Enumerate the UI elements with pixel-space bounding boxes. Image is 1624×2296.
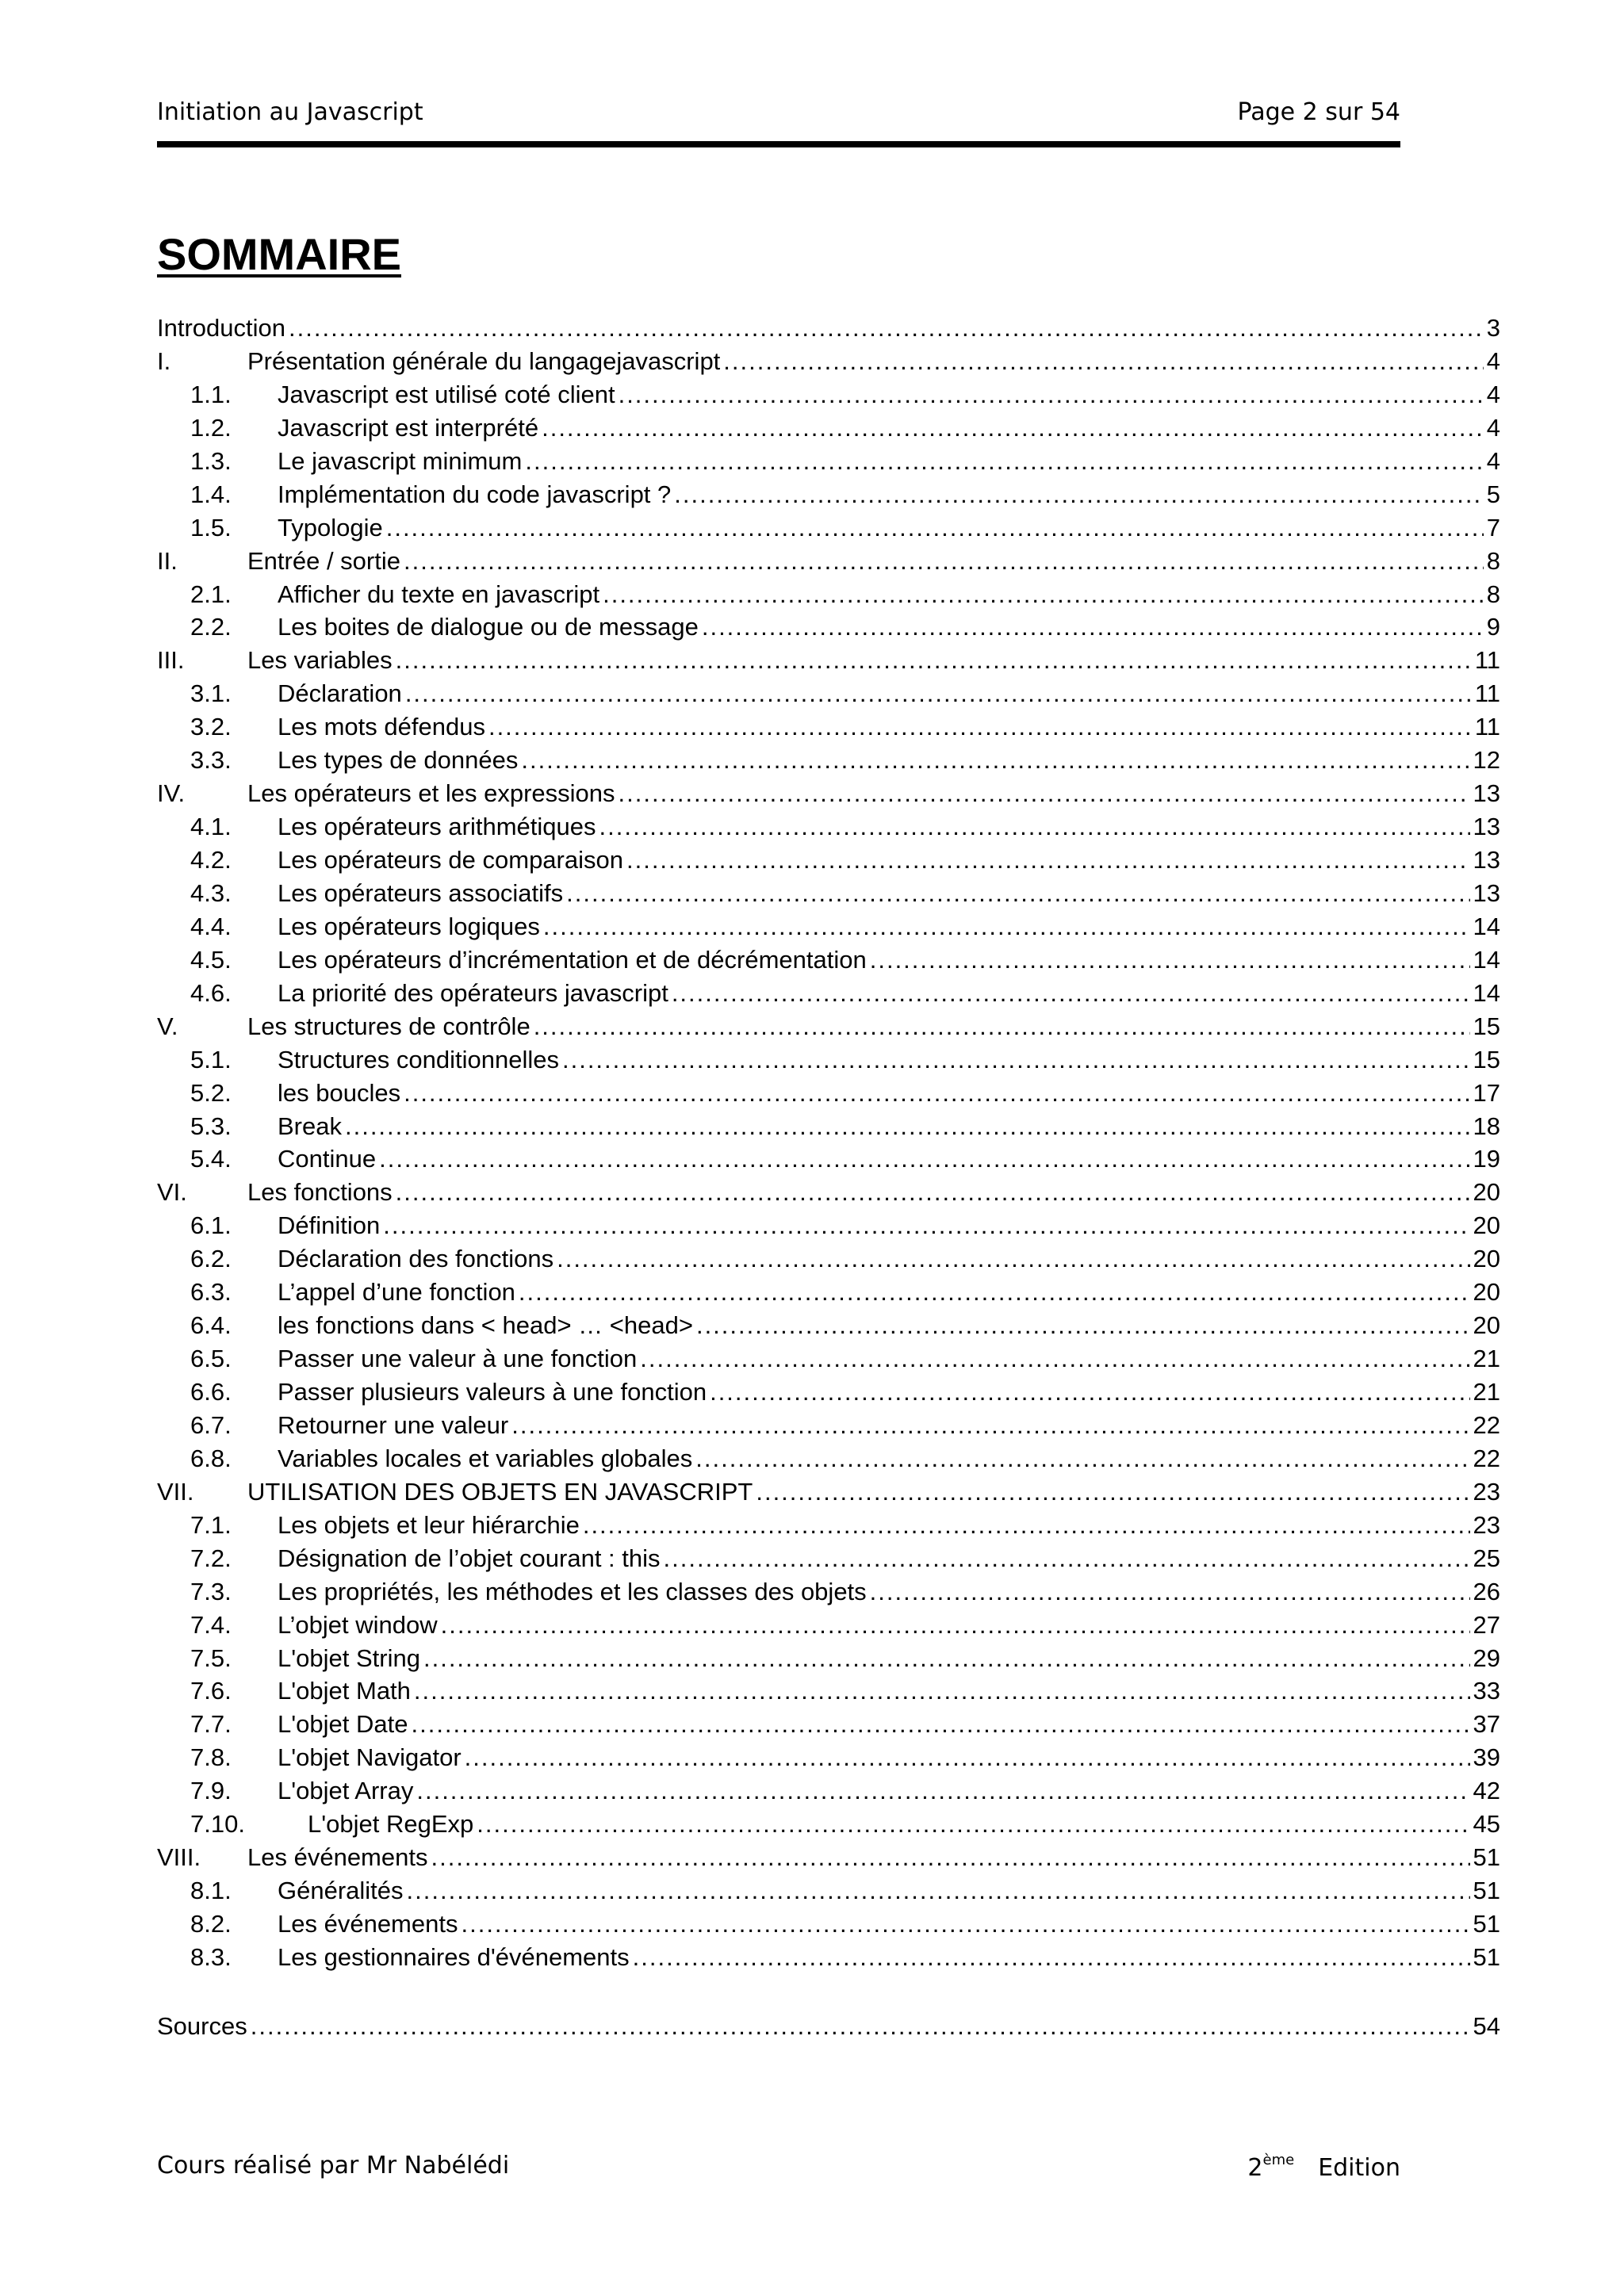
toc-entry[interactable] bbox=[157, 1311, 1500, 1345]
dot-leader bbox=[633, 1943, 1470, 1972]
dot-leader bbox=[414, 1677, 1470, 1705]
toc-entry-page: 20 bbox=[1473, 1211, 1500, 1240]
toc-entry[interactable] bbox=[157, 347, 1500, 381]
toc-entry-number: 4.6. bbox=[190, 978, 232, 1007]
toc-entry-number: III. bbox=[157, 646, 185, 675]
toc-entry-number: 7.8. bbox=[190, 1743, 232, 1772]
toc-entry-label: les fonctions dans < head> … <head> bbox=[278, 1311, 693, 1340]
toc-entry-number: 7.6. bbox=[190, 1677, 232, 1705]
toc-entry-number: 4.1. bbox=[190, 813, 232, 841]
toc-entry[interactable] bbox=[157, 1345, 1500, 1378]
toc-entry-number: 8.1. bbox=[190, 1877, 232, 1905]
toc-entry-number: 2.2. bbox=[190, 613, 232, 641]
toc-entry-number: 4.5. bbox=[190, 945, 232, 974]
toc-entry-number: 6.7. bbox=[190, 1410, 232, 1439]
page-footer bbox=[157, 2152, 1400, 2191]
toc-entry[interactable] bbox=[157, 1877, 1500, 1910]
dot-leader bbox=[521, 746, 1469, 775]
toc-entry-label: La priorité des opérateurs javascript bbox=[278, 978, 668, 1007]
toc-entry-label: Les opérateurs associatifs bbox=[278, 878, 564, 907]
toc-entry[interactable] bbox=[157, 580, 1500, 614]
dot-leader bbox=[566, 879, 1469, 908]
toc-entry-label: Présentation générale du langagejavascript bbox=[247, 346, 721, 375]
toc-entry-number: 7.10. bbox=[190, 1810, 245, 1839]
toc-entry-page: 26 bbox=[1473, 1577, 1500, 1605]
toc-entry-label: Les propriétés, les méthodes et les classes des objets bbox=[278, 1577, 867, 1605]
dot-leader bbox=[672, 979, 1470, 1008]
dot-leader bbox=[710, 1378, 1469, 1406]
toc-entry-number: 8.3. bbox=[190, 1942, 232, 1971]
toc-entry-number: 5.2. bbox=[190, 1078, 232, 1107]
toc-entry-label: Définition bbox=[278, 1211, 381, 1240]
toc-entry-label: Javascript est utilisé coté client bbox=[278, 380, 615, 408]
toc-entry-label: Break bbox=[278, 1112, 342, 1140]
toc-entry[interactable] bbox=[157, 1046, 1500, 1079]
dot-leader bbox=[511, 1411, 1469, 1440]
dot-leader bbox=[251, 2012, 1470, 2041]
toc-entry-page: 8 bbox=[1486, 546, 1500, 575]
toc-entry-number: 5.4. bbox=[190, 1145, 232, 1173]
toc-entry-label: Les opérateurs d’incrémentation et de décrémentation bbox=[278, 945, 867, 974]
toc-entry[interactable] bbox=[157, 1710, 1500, 1743]
dot-leader bbox=[386, 514, 1484, 542]
toc-entry-page: 42 bbox=[1473, 1777, 1500, 1805]
toc-entry-number: VIII. bbox=[157, 1843, 201, 1872]
dot-leader bbox=[465, 1743, 1470, 1772]
toc-entry-number: 4.4. bbox=[190, 912, 232, 940]
toc-entry[interactable] bbox=[157, 447, 1500, 480]
toc-entry-page: 37 bbox=[1473, 1710, 1500, 1739]
toc-entry-label: Déclaration bbox=[278, 679, 402, 708]
dot-leader bbox=[664, 1544, 1470, 1573]
toc-entry-page: 51 bbox=[1473, 1910, 1500, 1938]
dot-leader bbox=[583, 1511, 1470, 1540]
toc-entry-label: Les mots défendus bbox=[278, 713, 485, 741]
toc-entry-page: 39 bbox=[1473, 1743, 1500, 1772]
toc-entry[interactable] bbox=[157, 1079, 1500, 1112]
header-page-number: Page 2 sur 54 bbox=[1237, 98, 1400, 126]
dot-leader bbox=[404, 547, 1484, 576]
dot-leader bbox=[702, 613, 1484, 641]
toc-entry[interactable] bbox=[157, 1743, 1500, 1777]
dot-leader bbox=[599, 813, 1470, 841]
dot-leader bbox=[519, 1278, 1470, 1307]
toc-entry-label: Les types de données bbox=[278, 746, 519, 775]
dot-leader bbox=[534, 1012, 1470, 1041]
toc-entry-label: Retourner une valeur bbox=[278, 1410, 509, 1439]
toc-entry[interactable] bbox=[157, 1511, 1500, 1544]
dot-leader bbox=[383, 1211, 1469, 1240]
toc-entry-number: 7.1. bbox=[190, 1510, 232, 1539]
toc-entry-page: 14 bbox=[1473, 912, 1500, 940]
toc-entry-number: 1.2. bbox=[190, 413, 232, 442]
toc-entry-label: Les fonctions bbox=[247, 1178, 393, 1207]
toc-entry-page: 29 bbox=[1473, 1644, 1500, 1672]
toc-entry[interactable] bbox=[157, 713, 1500, 746]
toc-entry-number: VI. bbox=[157, 1178, 187, 1207]
toc-entry-page: 12 bbox=[1473, 746, 1500, 775]
dot-leader bbox=[723, 347, 1483, 376]
toc-entry[interactable] bbox=[157, 1644, 1500, 1678]
toc-entry-label: L'objet Array bbox=[278, 1777, 414, 1805]
toc-entry-label: Les opérateurs logiques bbox=[278, 912, 540, 940]
toc-entry-number: 6.2. bbox=[190, 1245, 232, 1273]
toc-entry-label: Les événements bbox=[278, 1910, 458, 1938]
toc-entry-page: 20 bbox=[1473, 1178, 1500, 1207]
dot-leader bbox=[345, 1112, 1470, 1141]
toc-entry[interactable] bbox=[157, 613, 1500, 646]
toc-entry-number: 6.4. bbox=[190, 1311, 232, 1340]
toc-entry-page: 20 bbox=[1473, 1245, 1500, 1273]
dot-leader bbox=[603, 580, 1484, 609]
toc-entry-page: 45 bbox=[1473, 1810, 1500, 1839]
toc-entry[interactable] bbox=[157, 913, 1500, 946]
toc-entry-page: 17 bbox=[1473, 1078, 1500, 1107]
toc-entry-page: 51 bbox=[1473, 1942, 1500, 1971]
dot-leader bbox=[619, 779, 1470, 808]
footer-edition bbox=[1247, 2152, 1400, 2182]
toc-entry-label: Entrée / sortie bbox=[247, 546, 400, 575]
toc-entry-page: 51 bbox=[1473, 1877, 1500, 1905]
toc-entry-page: 27 bbox=[1473, 1610, 1500, 1639]
dot-leader bbox=[525, 447, 1483, 476]
toc-entry-number: 7.3. bbox=[190, 1577, 232, 1605]
toc-entry[interactable] bbox=[157, 1112, 1500, 1146]
toc-entry[interactable] bbox=[157, 480, 1500, 514]
toc-entry-page: 51 bbox=[1473, 1843, 1500, 1872]
table-of-contents bbox=[157, 314, 1500, 1976]
footer-author: Cours réalisé par Mr Nabélédi bbox=[157, 2152, 510, 2179]
dot-leader bbox=[441, 1611, 1470, 1640]
toc-entry-number: 1.3. bbox=[190, 446, 232, 475]
dot-leader bbox=[695, 1445, 1469, 1473]
toc-entry-label: Passer plusieurs valeurs à une fonction bbox=[278, 1378, 707, 1406]
toc-entry-label: les boucles bbox=[278, 1078, 401, 1107]
toc-entry-page: 3 bbox=[1486, 314, 1500, 342]
toc-entry[interactable] bbox=[157, 1578, 1500, 1611]
toc-entry-label: Variables locales et variables globales bbox=[278, 1444, 693, 1472]
toc-entry[interactable] bbox=[157, 414, 1500, 447]
toc-entry[interactable] bbox=[157, 1810, 1500, 1843]
toc-entry-label: Afficher du texte en javascript bbox=[278, 580, 600, 608]
toc-entry-label: Les opérateurs et les expressions bbox=[247, 779, 615, 808]
toc-entry-number: 3.1. bbox=[190, 679, 232, 708]
toc-entry-label: Implémentation du code javascript ? bbox=[278, 480, 672, 508]
dot-leader bbox=[696, 1311, 1470, 1340]
toc-entry-page: 11 bbox=[1474, 713, 1500, 741]
dot-leader bbox=[431, 1843, 1469, 1872]
toc-entry-label: Continue bbox=[278, 1145, 377, 1173]
toc-entry[interactable] bbox=[157, 1777, 1500, 1810]
toc-entry[interactable] bbox=[157, 779, 1500, 813]
dot-leader bbox=[542, 414, 1484, 442]
toc-entry-page: 15 bbox=[1473, 1045, 1500, 1073]
toc-entry-page: 20 bbox=[1473, 1278, 1500, 1307]
toc-entry[interactable] bbox=[157, 1245, 1500, 1278]
toc-entry-page: 23 bbox=[1473, 1477, 1500, 1506]
dot-leader bbox=[619, 381, 1484, 409]
toc-entry[interactable] bbox=[157, 1843, 1500, 1877]
toc-entry-number: I. bbox=[157, 346, 171, 375]
toc-entry-page: 14 bbox=[1473, 945, 1500, 974]
toc-entry-label: Le javascript minimum bbox=[278, 446, 523, 475]
toc-entry-page: 11 bbox=[1474, 679, 1500, 708]
toc-entry-number: 7.9. bbox=[190, 1777, 232, 1805]
toc-entry-label: Déclaration des fonctions bbox=[278, 1245, 554, 1273]
toc-entry-label: Désignation de l’objet courant : this bbox=[278, 1544, 661, 1572]
toc-entry-page: 7 bbox=[1486, 513, 1500, 541]
dot-leader bbox=[870, 1578, 1470, 1606]
dot-leader bbox=[640, 1345, 1469, 1373]
toc-entry-page: 4 bbox=[1486, 346, 1500, 375]
toc-entry-number: II. bbox=[157, 546, 178, 575]
dot-leader bbox=[557, 1245, 1469, 1273]
toc-entry-label: Structures conditionnelles bbox=[278, 1045, 559, 1073]
toc-entry-label: L'objet Navigator bbox=[278, 1743, 462, 1772]
toc-entry-label: Sources bbox=[157, 2012, 247, 2040]
dot-leader bbox=[407, 1877, 1470, 1905]
header-rule bbox=[157, 141, 1400, 147]
toc-entry-number: 7.4. bbox=[190, 1610, 232, 1639]
toc-entry-label: Les boites de dialogue ou de message bbox=[278, 613, 699, 641]
dot-leader bbox=[405, 679, 1472, 708]
toc-entry-number: V. bbox=[157, 1012, 178, 1040]
toc-sources[interactable] bbox=[157, 2012, 1500, 2045]
toc-entry-number: 1.4. bbox=[190, 480, 232, 508]
toc-entry-page: 21 bbox=[1473, 1378, 1500, 1406]
edition-word: Edition bbox=[1318, 2154, 1400, 2182]
dot-leader bbox=[477, 1810, 1469, 1839]
toc-entry-label: Introduction bbox=[157, 314, 285, 342]
toc-entry-page: 15 bbox=[1473, 1012, 1500, 1040]
toc-entry-number: 7.2. bbox=[190, 1544, 232, 1572]
toc-entry-page: 25 bbox=[1473, 1544, 1500, 1572]
toc-entry[interactable] bbox=[157, 1478, 1500, 1511]
toc-entry-label: L’objet window bbox=[278, 1610, 438, 1639]
toc-entry-page: 23 bbox=[1473, 1510, 1500, 1539]
toc-entry-page: 22 bbox=[1473, 1410, 1500, 1439]
toc-entry-page: 8 bbox=[1486, 580, 1500, 608]
toc-entry-label: Généralités bbox=[278, 1877, 404, 1905]
toc-entry-page: 4 bbox=[1486, 413, 1500, 442]
toc-entry-number: 6.1. bbox=[190, 1211, 232, 1240]
toc-entry[interactable] bbox=[157, 1544, 1500, 1578]
toc-entry-label: Les variables bbox=[247, 646, 393, 675]
toc-entry-number: 5.1. bbox=[190, 1045, 232, 1073]
toc-entry-number: 6.3. bbox=[190, 1278, 232, 1307]
toc-entry-number: 7.5. bbox=[190, 1644, 232, 1672]
toc-entry-label: Les gestionnaires d'événements bbox=[278, 1942, 630, 1971]
dot-leader bbox=[626, 846, 1470, 874]
toc-entry[interactable] bbox=[157, 1910, 1500, 1943]
toc-entry[interactable] bbox=[157, 1178, 1500, 1211]
toc-entry-label: UTILISATION DES OBJETS EN JAVASCRIPT bbox=[247, 1477, 753, 1506]
toc-entry[interactable] bbox=[157, 547, 1500, 580]
toc-entry-page: 13 bbox=[1473, 813, 1500, 841]
toc-entry[interactable] bbox=[157, 879, 1500, 913]
toc-entry-page: 54 bbox=[1473, 2012, 1500, 2040]
dot-leader bbox=[396, 1178, 1470, 1207]
toc-entry-page: 4 bbox=[1486, 380, 1500, 408]
toc-entry-label: L’appel d’une fonction bbox=[278, 1278, 515, 1307]
toc-entry[interactable] bbox=[157, 1611, 1500, 1644]
toc-entry-number: 6.5. bbox=[190, 1345, 232, 1373]
toc-entry-label: Les objets et leur hiérarchie bbox=[278, 1510, 580, 1539]
toc-entry[interactable] bbox=[157, 1411, 1500, 1445]
toc-entry-number: 3.3. bbox=[190, 746, 232, 775]
toc-entry-label: Les événements bbox=[247, 1843, 428, 1872]
toc-entry-number: 4.3. bbox=[190, 878, 232, 907]
toc-entry-page: 18 bbox=[1473, 1112, 1500, 1140]
toc-entry-page: 13 bbox=[1473, 846, 1500, 874]
dot-leader bbox=[562, 1046, 1470, 1074]
toc-entry-page: 21 bbox=[1473, 1345, 1500, 1373]
dot-leader bbox=[543, 913, 1470, 941]
toc-entry-label: Passer une valeur à une fonction bbox=[278, 1345, 638, 1373]
toc-entry-page: 4 bbox=[1486, 446, 1500, 475]
toc-entry-page: 33 bbox=[1473, 1677, 1500, 1705]
toc-entry[interactable] bbox=[157, 514, 1500, 547]
toc-entry-page: 5 bbox=[1486, 480, 1500, 508]
toc-entry-label: Typologie bbox=[278, 513, 383, 541]
dot-leader bbox=[404, 1079, 1469, 1108]
toc-entry-label: Les opérateurs arithmétiques bbox=[278, 813, 596, 841]
toc-entry-number: 6.8. bbox=[190, 1444, 232, 1472]
toc-entry-number: IV. bbox=[157, 779, 186, 808]
toc-entry[interactable] bbox=[157, 813, 1500, 846]
toc-entry[interactable] bbox=[157, 314, 1500, 347]
toc-entry[interactable] bbox=[157, 946, 1500, 979]
toc-entry-page: 9 bbox=[1486, 613, 1500, 641]
toc-entry-page: 22 bbox=[1473, 1444, 1500, 1472]
toc-entry[interactable] bbox=[157, 1278, 1500, 1311]
dot-leader bbox=[396, 646, 1472, 675]
toc-entry-number: 1.5. bbox=[190, 513, 232, 541]
toc-entry[interactable] bbox=[157, 646, 1500, 679]
edition-number: 2 bbox=[1247, 2154, 1263, 2182]
toc-entry[interactable] bbox=[157, 679, 1500, 713]
dot-leader bbox=[423, 1644, 1470, 1673]
toc-entry[interactable] bbox=[157, 1145, 1500, 1178]
toc-entry-number: 5.3. bbox=[190, 1112, 232, 1140]
toc-entry-number: 6.6. bbox=[190, 1378, 232, 1406]
dot-leader bbox=[416, 1777, 1469, 1805]
dot-leader bbox=[674, 480, 1483, 509]
toc-entry-page: 13 bbox=[1473, 878, 1500, 907]
dot-leader bbox=[411, 1710, 1469, 1739]
toc-entry-label: L'objet Date bbox=[278, 1710, 408, 1739]
toc-entry-label: L'objet Math bbox=[278, 1677, 411, 1705]
dot-leader bbox=[870, 946, 1470, 974]
toc-entry-number: 4.2. bbox=[190, 846, 232, 874]
toc-entry-page: 14 bbox=[1473, 978, 1500, 1007]
header-document-title: Initiation au Javascript bbox=[157, 98, 423, 126]
toc-entry[interactable] bbox=[157, 1378, 1500, 1411]
toc-entry[interactable] bbox=[157, 979, 1500, 1012]
toc-entry-page: 11 bbox=[1474, 646, 1500, 675]
dot-leader bbox=[379, 1145, 1469, 1173]
toc-entry-number: 7.7. bbox=[190, 1710, 232, 1739]
edition-superscript: ème bbox=[1262, 2152, 1295, 2168]
toc-entry[interactable] bbox=[157, 1012, 1500, 1046]
toc-entry[interactable] bbox=[157, 1677, 1500, 1710]
toc-entry-label: Les opérateurs de comparaison bbox=[278, 846, 623, 874]
page-title: SOMMAIRE bbox=[157, 229, 401, 279]
toc-entry[interactable] bbox=[157, 846, 1500, 879]
page-header bbox=[157, 98, 1400, 136]
toc-entry[interactable] bbox=[157, 381, 1500, 414]
toc-entry-label: Javascript est interprété bbox=[278, 413, 539, 442]
toc-entry[interactable] bbox=[157, 1445, 1500, 1478]
dot-leader bbox=[488, 713, 1472, 741]
toc-entry[interactable] bbox=[157, 746, 1500, 779]
toc-entry-page: 13 bbox=[1473, 779, 1500, 808]
toc-entry[interactable] bbox=[157, 1943, 1500, 1976]
toc-entry-number: 1.1. bbox=[190, 380, 232, 408]
toc-entry-page: 19 bbox=[1473, 1145, 1500, 1173]
dot-leader bbox=[756, 1478, 1469, 1506]
toc-entry-page: 20 bbox=[1473, 1311, 1500, 1340]
toc-entry-number: 2.1. bbox=[190, 580, 232, 608]
toc-entry-number: 3.2. bbox=[190, 713, 232, 741]
toc-entry-label: Les structures de contrôle bbox=[247, 1012, 530, 1040]
dot-leader bbox=[461, 1910, 1469, 1938]
toc-entry-label: L'objet String bbox=[278, 1644, 420, 1672]
toc-entry-number: VII. bbox=[157, 1477, 194, 1506]
toc-entry-number: 8.2. bbox=[190, 1910, 232, 1938]
toc-entry-label: L'objet RegExp bbox=[308, 1810, 474, 1839]
toc-entry[interactable] bbox=[157, 1211, 1500, 1245]
dot-leader bbox=[289, 314, 1484, 342]
